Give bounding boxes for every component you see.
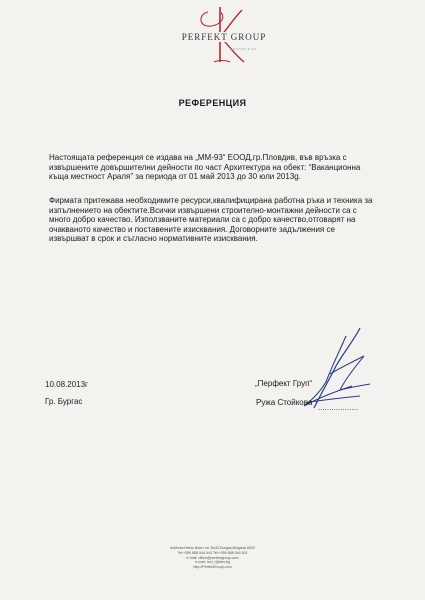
brand-tagline: STOYKOV & CO [230, 47, 257, 51]
footer-address: Address:Hristo Botev str. No32,Burgas,Bulgaria 8000 [170, 546, 255, 550]
footer-website: http://PerfektGroup.com [193, 565, 232, 570]
footer-email-office: e-mail: office@perfectgroup.com [186, 555, 239, 560]
brand-name: PERFEKT GROUP [176, 32, 272, 42]
signer-name: Ружа Стойкова [256, 398, 313, 407]
footer-email-personal: e-mail: ruzi_r@abv.bg [195, 560, 230, 565]
footer-contacts [0, 546, 425, 570]
signature-line: .................. [318, 403, 359, 412]
paragraph-assessment: Фирмата притежава необходимите ресурси,квалифицирана работна ръка и техника за изпълнението на обектите.Всички извършени строително-монтажни дейности са с много добро качество. Използваните материали са с добро качество,отговарят на очакваното качество и поставените изисквания. Договорните задължения се извършват в срок и съгласно нормативните изисквания. [49, 196, 373, 244]
issue-date: 10.08.2013г [45, 380, 88, 389]
document-title: РЕФЕРЕНЦИЯ [178, 98, 247, 108]
issue-city: Гр. Бургас [45, 397, 83, 406]
paragraph-intro: Настоящата референция се издава на „ММ-93“ ЕООД,гр.Пловдив, във връзка с извършените довършителни дейности по част Архитектура на обект: “Ваканционна къща местност Араля” за периода от 01 май 2013 до 30 юли 2013g. [49, 153, 361, 182]
company-logo [168, 4, 278, 66]
footer-phones: Tel:+359 888 544 944 Tel:+359 888 044 601 [177, 550, 248, 555]
issuer-company: „Перфект Груп“ [255, 379, 313, 388]
